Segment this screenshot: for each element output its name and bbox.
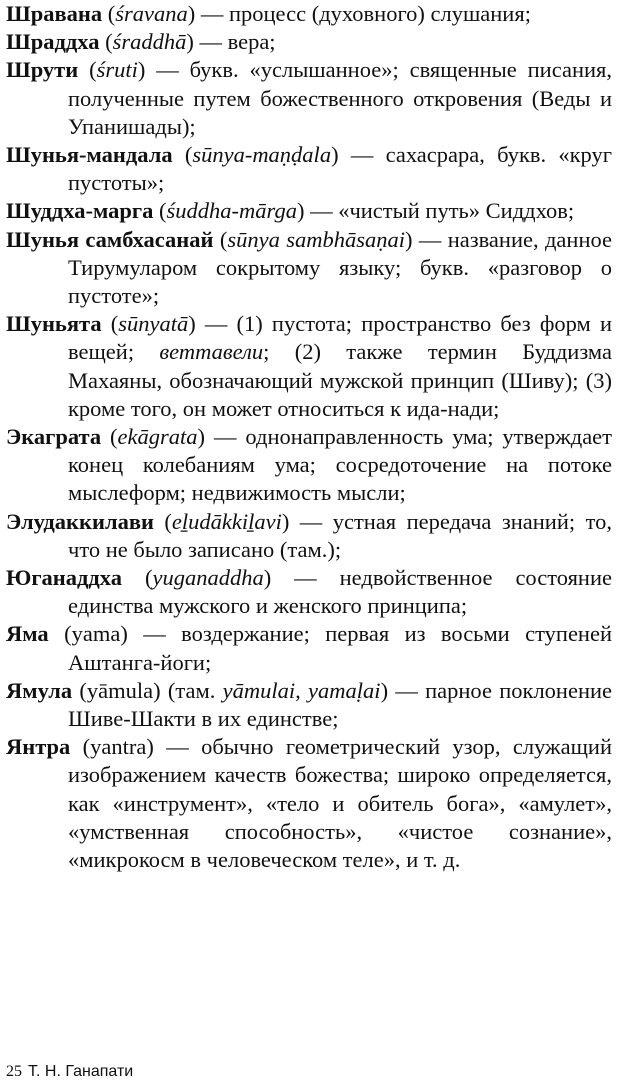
entry-term: Шравана <box>6 1 103 26</box>
entry-definition: — «чистый путь» Сиддхов; <box>304 198 575 224</box>
entry-transliteration: ekāgrata <box>117 424 198 450</box>
entry-term: Элудаккилави <box>6 508 154 534</box>
entry-transliteration: yama <box>71 621 121 647</box>
entry-transliteration: sūnya sambhāsaṇai <box>227 226 405 252</box>
glossary-entry: Ямула (yāmula) (там. yāmulai, yamaḷai) — парное поклонение Шиве-Шакти в их единстве; <box>6 677 613 732</box>
entry-transliteration: yāmula <box>86 677 154 703</box>
page-number: 25 <box>6 1063 22 1080</box>
glossary-entry: Шраддха (śraddhā) — вера; <box>6 29 276 55</box>
entry-definition: — однонаправленность ума; утверждает конец колебаниям ума; сосредоточение на потоке мыслеформ; недвижимость мысли; <box>68 424 613 506</box>
entry-transliteration: yuganaddha <box>152 565 264 591</box>
glossary-entry: Янтра (yantra) — обычно геометрический узор, служащий изображением качеств божества; широко определяется, как «инструмент», «тело и обитель бога», «амулет», «умственная способность», «чистое сознание», «микрокосм в человеческом теле», и т. д. <box>6 734 612 873</box>
entry-definition: — сахасрара, букв. «круг пустоты»; <box>68 142 612 196</box>
entry-term: Юганаддха <box>6 565 122 591</box>
glossary-entry: Шунья самбхасанай (sūnya sambhāsaṇai) — название, данное Тирумуларом сокрытому языку; букв. «разговор о пустоте»; <box>6 226 612 309</box>
page-footer <box>6 1062 133 1082</box>
entry-transliteration: śuddha-mārga <box>166 198 297 224</box>
entry-definition: — (1) пустота; пространство без форм и вещей; <box>68 311 612 365</box>
glossary-entry: Яма (yama) — воздержание; первая из восьми ступеней Аштанга-йоги; <box>6 621 612 675</box>
entry-term: Янтра <box>6 734 71 760</box>
entry-transliteration: sūnya-maṇḍala <box>192 142 332 168</box>
entry-definition: — недвойственное состояние единства мужского и женского принципа; <box>68 565 612 619</box>
glossary-entry: Экаграта (ekāgrata) — однонаправленность ума; утверждает конец колебаниям ума; сосредоточение на потоке мыслеформ; недвижимость мысли; <box>6 424 613 506</box>
entry-term: Ямула <box>6 677 73 703</box>
glossary-entry: Шрути (śruti) — букв. «услышанное»; священные писания, полученные путем божественного откровения (Веды и Упанишады); <box>6 57 612 139</box>
entry-term: Шунья самбхасанай <box>6 226 214 252</box>
entry-definition: ; (2) также термин Буддизма Махаяны, обозначающий мужской принцип (Шиву); (3) кроме того, он может относиться к ида-нади; <box>68 339 612 421</box>
entry-transliteration: sūnyatā <box>118 311 189 337</box>
entry-term: Шрути <box>6 57 79 83</box>
entry-term: Шуньята <box>6 311 102 337</box>
glossary-entry: Элудаккилави (eḻudākkiḻavi) — устная передача знаний; то, что не было записано (там.); <box>6 508 612 562</box>
entry-definition: — вера; <box>193 29 276 55</box>
entry-term: Шуддха-марга <box>6 198 154 224</box>
glossary-entry: Шравана (śravana) — процесс (духовного) слушания; <box>6 1 531 26</box>
entry-term: Шунья-мандала <box>6 142 173 168</box>
entry-definition-italic: веттавели <box>159 339 264 365</box>
entry-term: Яма <box>6 621 49 647</box>
entry-definition: — обычно геометрический узор, служащий изображением качеств божества; широко определяется, как «инструмент», «тело и обитель бога», «амулет», «умственная способность», «чистое сознание», «микрокосм в человеческом теле», и т. д. <box>68 734 612 873</box>
entry-definition: — букв. «услышанное»; священные писания, полученные путем божественного откровения (Веды и Упанишады); <box>68 57 612 139</box>
entry-transliteration: śravana <box>115 1 188 26</box>
entry-term: Шраддха <box>6 29 100 55</box>
glossary-list <box>6 0 612 874</box>
running-head: Т. Н. Ганапати <box>28 1063 134 1080</box>
entry-transliteration: śraddhā <box>112 29 187 55</box>
glossary-entry: Шунья-мандала (sūnya-maṇḍala) — сахасрара, букв. «круг пустоты»; <box>6 142 612 196</box>
glossary-entry: Юганаддха (yuganaddha) — недвойственное состояние единства мужского и женского принципа; <box>6 565 612 619</box>
entry-definition-italic: yāmulai, yamaḷai <box>222 677 381 703</box>
glossary-entry: Шуньята (sūnyatā) — (1) пустота; пространство без форм и вещей; веттавели; (2) также термин Буддизма Махаяны, обозначающий мужской принцип (Шиву); (3) кроме того, он может относиться к ида-нади; <box>6 311 612 421</box>
entry-transliteration: śruti <box>96 57 138 83</box>
entry-definition: — процесс (духовного) слушания; <box>195 1 531 26</box>
entry-transliteration: eḻudākkiḻavi <box>171 508 282 534</box>
entry-transliteration: yantra <box>90 734 147 760</box>
entry-term: Экаграта <box>6 424 102 450</box>
entry-definition: — название, данное Тирумуларом сокрытому языку; букв. «разговор о пустоте»; <box>68 226 612 309</box>
glossary-entry: Шуддха-марга (śuddha-mārga) — «чистый путь» Сиддхов; <box>6 198 575 224</box>
entry-definition: ) — парное поклонение Шиве-Шакти в их единстве; <box>68 677 613 732</box>
entry-definition: — воздержание; первая из восьми ступеней Аштанга-йоги; <box>68 621 612 675</box>
entry-definition: (там. <box>160 677 223 703</box>
entry-definition: — устная передача знаний; то, что не было записано (там.); <box>68 508 612 562</box>
